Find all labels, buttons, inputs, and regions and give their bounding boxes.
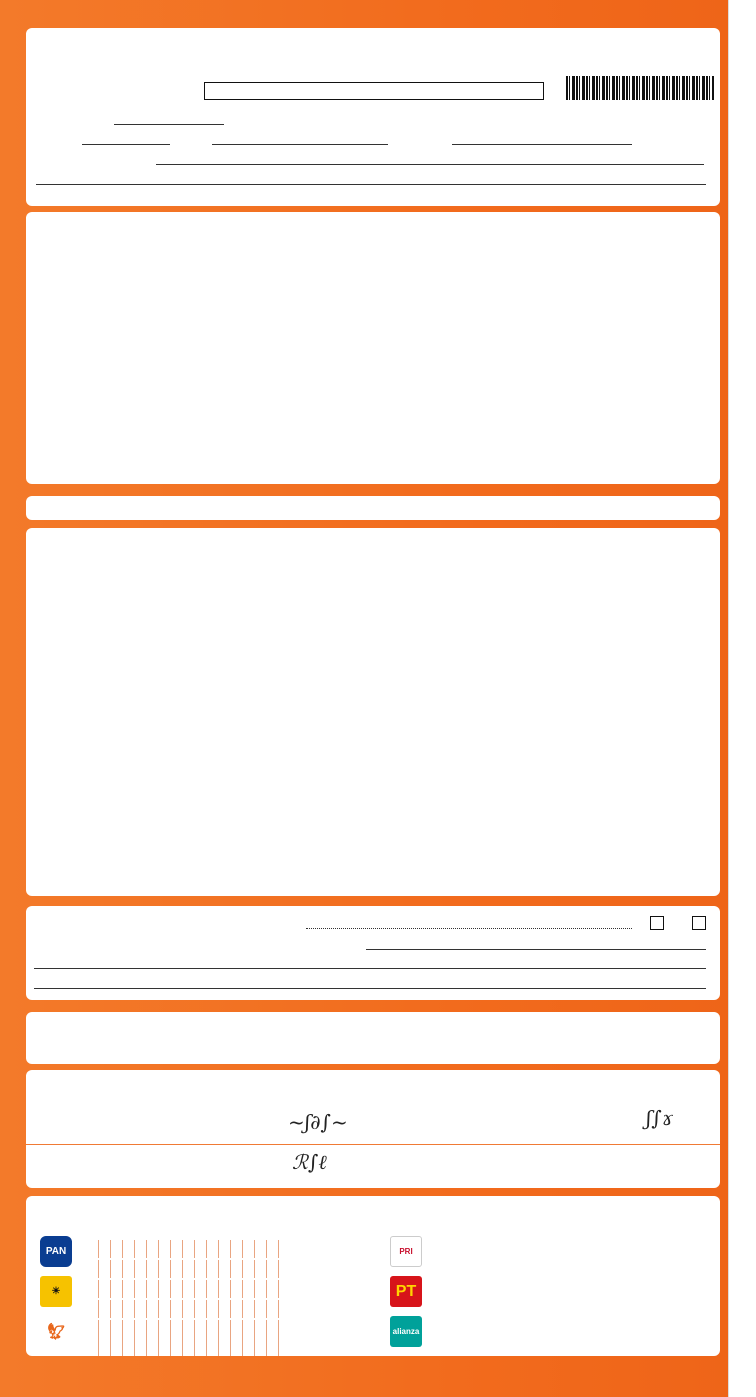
escrutador1-firma: ℛ∫ℓ [292,1150,327,1174]
col-total-numero-header [120,550,240,598]
incidentes-panel [26,906,720,1000]
rep-mc-logo: 🦅︎ [40,1316,72,1347]
mostro-panel [26,496,720,520]
col-total-letra-header [326,550,666,598]
si-checkbox[interactable] [650,916,664,930]
fundamento-panel [26,1012,720,1064]
rep-mc-clave-box[interactable] [98,1338,284,1356]
acta-type-box [204,82,544,100]
mesa-directiva-panel [26,1070,720,1188]
rep-prd-logo: ☀ [40,1276,72,1307]
header-panel [26,28,720,206]
rep-pan-nombre-box[interactable] [98,1240,284,1258]
representantes-panel [26,1196,720,1356]
escrutinio-panel [26,212,720,484]
no-checkbox[interactable] [692,916,706,930]
rep-compromiso-logo: PRI [390,1236,422,1267]
side-barcode-strip [728,0,756,1397]
presidente-firma: ~ʃ∂∫~ [288,1110,348,1134]
barcode [566,76,714,100]
rep-pan-logo: PAN [40,1236,72,1267]
secretario-firma: ʃ∫ɤ [646,1106,674,1130]
col-partido-header [26,550,118,598]
rep-pan-clave-box[interactable] [98,1260,284,1278]
rep-prd-clave-box[interactable] [98,1300,284,1318]
rep-pt-logo: PT [390,1276,422,1307]
resultados-panel [26,528,720,896]
rep-alianza-logo: alianza [390,1316,422,1347]
rep-mc-nombre-box[interactable] [98,1320,284,1338]
rep-prd-nombre-box[interactable] [98,1280,284,1298]
